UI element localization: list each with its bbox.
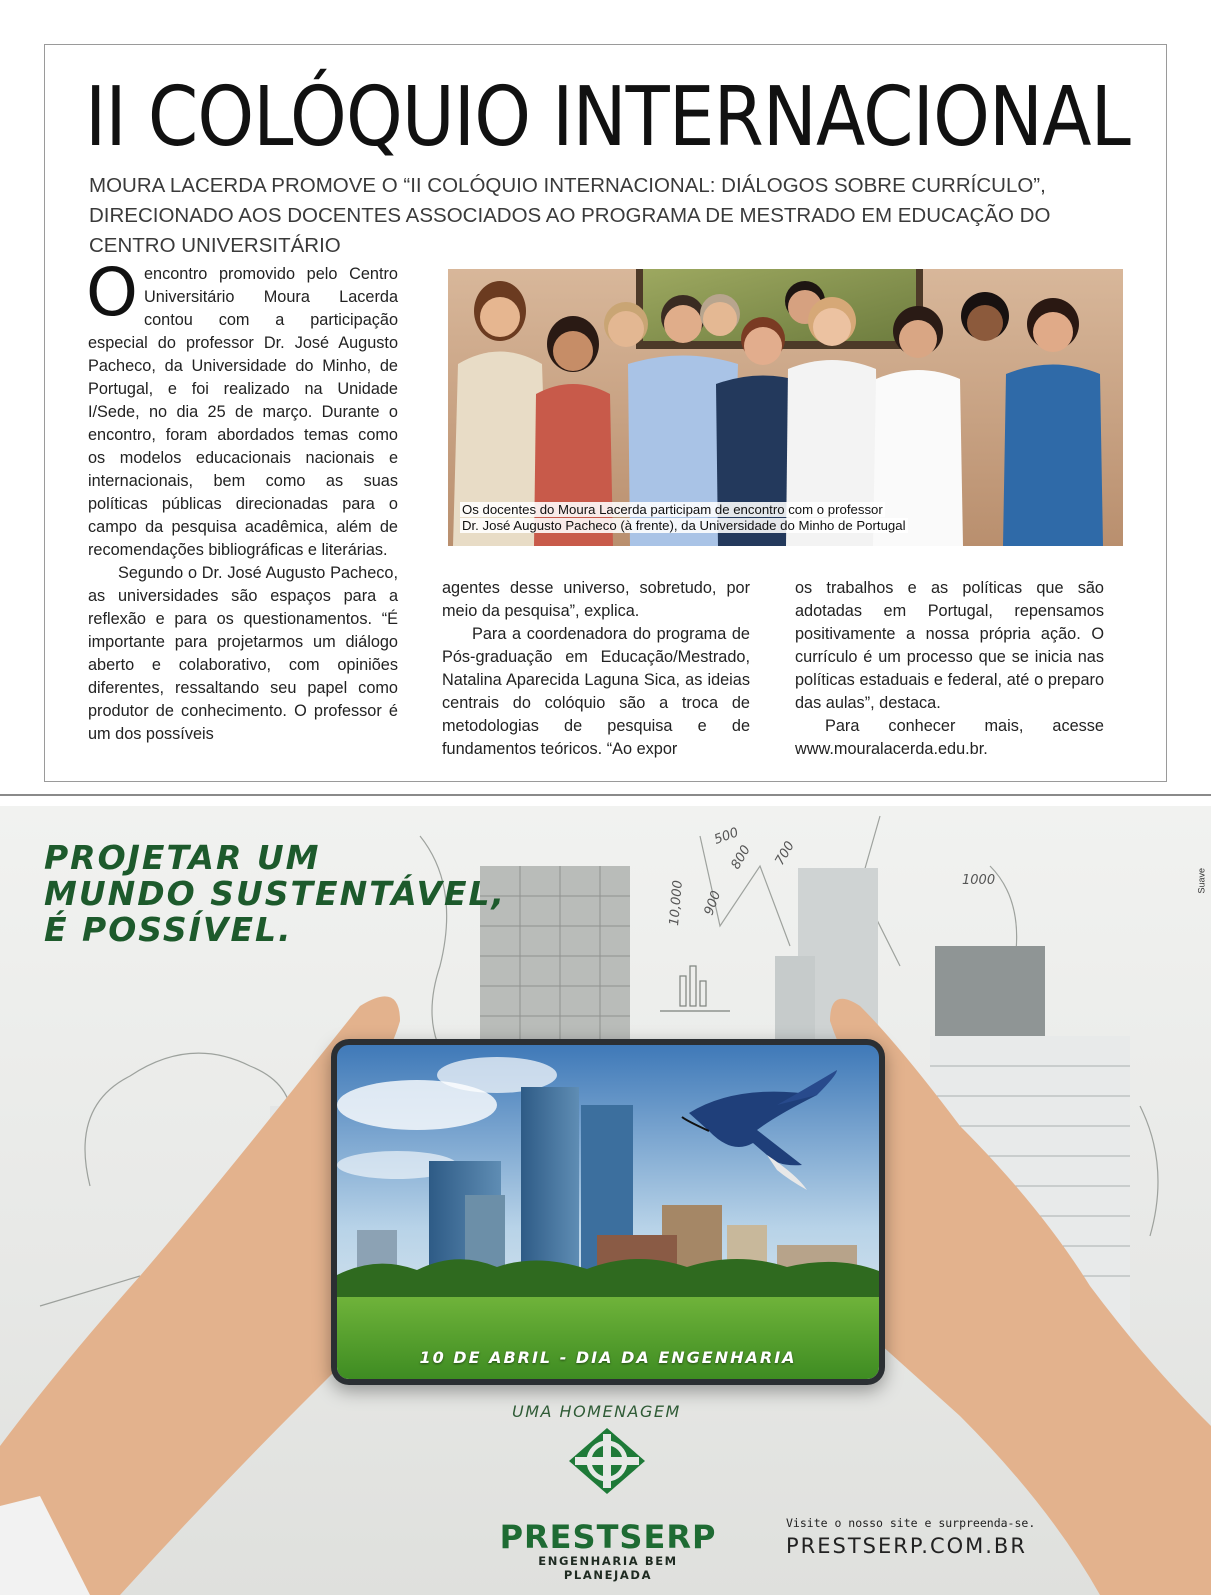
paragraph: Para a coordenadora do programa de Pós-graduação em Educação/Mestrado, Natalina Aparecida Laguna Sica, as ideias centrais do colóquio são a troca de metodologias de pesquisa e de fundamentos teóricos. “Ao expor [442, 625, 750, 758]
drop-cap: O [86, 254, 138, 331]
group-photo [448, 269, 1123, 546]
paragraph: Segundo o Dr. José Augusto Pacheco, as universidades são espaços para a reflexão e para os questionamentos. “É importante para projetarmos um diálogo aberto e colaborativo, com opiniões diferentes, ressaltando seu papel como produtor de conhecimento. O professor é um dos possíveis [88, 564, 398, 743]
paragraph: O encontro promovido pelo Centro Universitário Moura Lacerda contou com a participação especial do professor Dr. José Augusto Pacheco, da Universidade do Minho, de Portugal, e foi realizado na Unidade I/Sede, no dia 25 de março. Durante o encontro, foram abordados temas como os modelos educacionais nacionais e internacionais, bem como as suas políticas públicas direcionadas para o campo da pesquisa acadêmica, além de recomendações bibliográficas e literárias. [86, 254, 398, 559]
article-column-2 [442, 577, 750, 761]
sketch-number: 500 [712, 825, 741, 848]
page-divider [0, 794, 1211, 796]
ad-headline-line-1: PROJETAR UM [44, 838, 321, 877]
ad-headline-line-2: MUNDO SUSTENTÁVEL, [44, 874, 507, 913]
prestserp-logo-icon [567, 1426, 647, 1496]
photo-credit: Suave [1197, 868, 1207, 894]
paragraph: Para conhecer mais, acesse www.mouralacerda.edu.br. [795, 717, 1104, 758]
tablet-screen [337, 1045, 879, 1379]
website-link[interactable]: PRESTSERP.COM.BR [786, 1534, 1027, 1558]
sketch-number: 10,000 [667, 879, 686, 927]
sketch-number: 700 [772, 838, 798, 868]
ad-headline-line-3: É POSSÍVEL. [44, 910, 293, 949]
visit-text: Visite o nosso site e surpreenda-se. [786, 1516, 1036, 1530]
homage-label: UMA HOMENAGEM [512, 1402, 681, 1421]
sketch-number: 900 [701, 888, 725, 918]
sketch-number: 1000 [962, 873, 996, 888]
advertisement [0, 806, 1211, 1595]
article-subhead: MOURA LACERDA PROMOVE O “II COLÓQUIO INTERNACIONAL: DIÁLOGOS SOBRE CURRÍCULO”, DIRECIONADO AOS DOCENTES ASSOCIADOS AO PROGRAMA DE MESTRADO EM EDUCAÇÃO DO CENTRO UNIVERSITÁRIO [89, 174, 1051, 257]
sketch-number: 800 [728, 842, 754, 872]
caption-line-1: Os docentes do Moura Lacerda participam de encontro com o professor [462, 502, 883, 517]
paragraph: os trabalhos e as políticas que são adotadas em Portugal, repensamos positivamente a nossa própria ação. O currículo é um processo que se inicia nas políticas estaduais e federal, até o preparo das aulas”, destaca. [795, 579, 1104, 712]
article-column-1 [86, 254, 398, 746]
city-park-scene [337, 1045, 879, 1379]
article-column-3 [795, 577, 1104, 761]
brand-name: PRESTSERP [499, 1518, 717, 1556]
photo-caption [460, 502, 908, 534]
paragraph: agentes desse universo, sobretudo, por meio da pesquisa”, explica. [442, 579, 750, 620]
caption-line-2: Dr. José Augusto Pacheco (à frente), da Universidade do Minho de Portugal [462, 518, 906, 533]
article-box [44, 44, 1167, 782]
article-headline: II COLÓQUIO INTERNACIONAL [85, 70, 1130, 165]
tablet-device [331, 1039, 885, 1385]
brand-tagline: ENGENHARIA BEM PLANEJADA [538, 1554, 678, 1582]
ad-headline [44, 840, 506, 948]
screen-caption: 10 DE ABRIL - DIA DA ENGENHARIA [419, 1348, 797, 1367]
